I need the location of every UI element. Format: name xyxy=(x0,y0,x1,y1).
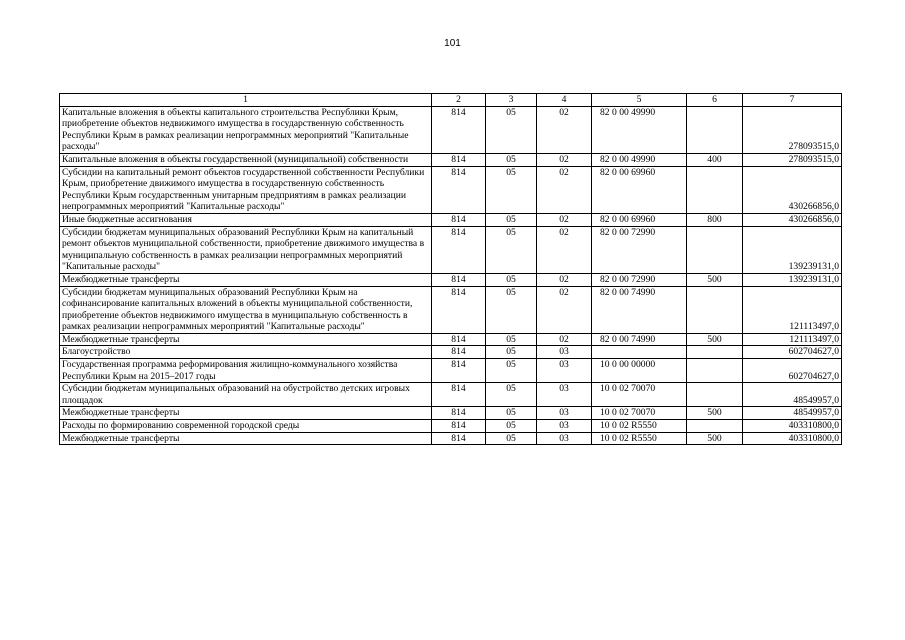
amount-cell: 430266856,0 xyxy=(743,166,842,213)
expense-type-cell xyxy=(687,106,743,153)
target-article-cell xyxy=(592,346,687,359)
item-name-cell: Межбюджетные трансферты xyxy=(60,333,432,346)
section-code-cell: 05 xyxy=(486,273,537,286)
section-code-cell: 05 xyxy=(486,359,537,383)
subsection-code-cell: 03 xyxy=(537,346,592,359)
amount-cell: 278093515,0 xyxy=(743,106,842,153)
item-name-cell: Благоустройство xyxy=(60,346,432,359)
expense-type-cell xyxy=(687,226,743,273)
table-row xyxy=(60,213,842,226)
expense-type-cell: 500 xyxy=(687,432,743,445)
subsection-code-cell: 03 xyxy=(537,359,592,383)
item-name-cell: Межбюджетные трансферты xyxy=(60,432,432,445)
header-cell-1: 1 xyxy=(60,94,432,107)
section-code-cell: 05 xyxy=(486,432,537,445)
amount-cell: 48549957,0 xyxy=(743,383,842,407)
section-code-cell: 05 xyxy=(486,286,537,333)
amount-cell: 278093515,0 xyxy=(743,153,842,166)
subsection-code-cell: 03 xyxy=(537,420,592,433)
grbs-code-cell: 814 xyxy=(432,226,486,273)
table-row xyxy=(60,346,842,359)
subsection-code-cell: 02 xyxy=(537,166,592,213)
expense-type-cell xyxy=(687,286,743,333)
grbs-code-cell: 814 xyxy=(432,106,486,153)
amount-cell: 121113497,0 xyxy=(743,333,842,346)
item-name-cell: Субсидии бюджетам муниципальных образований на обустройство детских игровых площадок xyxy=(60,383,432,407)
expense-type-cell xyxy=(687,383,743,407)
subsection-code-cell: 02 xyxy=(537,213,592,226)
expense-type-cell: 800 xyxy=(687,213,743,226)
grbs-code-cell: 814 xyxy=(432,407,486,420)
section-code-cell: 05 xyxy=(486,407,537,420)
table-row xyxy=(60,153,842,166)
table-row xyxy=(60,432,842,445)
target-article-cell: 10 0 02 R5550 xyxy=(592,432,687,445)
grbs-code-cell: 814 xyxy=(432,359,486,383)
grbs-code-cell: 814 xyxy=(432,432,486,445)
table-row xyxy=(60,383,842,407)
section-code-cell: 05 xyxy=(486,226,537,273)
header-cell-2: 2 xyxy=(432,94,486,107)
table-row xyxy=(60,226,842,273)
subsection-code-cell: 02 xyxy=(537,286,592,333)
expense-type-cell xyxy=(687,346,743,359)
target-article-cell: 82 0 00 69960 xyxy=(592,166,687,213)
target-article-cell: 82 0 00 72990 xyxy=(592,226,687,273)
expense-type-cell xyxy=(687,166,743,213)
subsection-code-cell: 03 xyxy=(537,383,592,407)
amount-cell: 139239131,0 xyxy=(743,226,842,273)
grbs-code-cell: 814 xyxy=(432,213,486,226)
item-name-cell: Расходы по формированию современной городской среды xyxy=(60,420,432,433)
target-article-cell: 82 0 00 69960 xyxy=(592,213,687,226)
header-cell-7: 7 xyxy=(743,94,842,107)
expense-type-cell xyxy=(687,420,743,433)
subsection-code-cell: 02 xyxy=(537,106,592,153)
subsection-code-cell: 02 xyxy=(537,273,592,286)
table-row xyxy=(60,286,842,333)
expense-type-cell: 500 xyxy=(687,273,743,286)
section-code-cell: 05 xyxy=(486,106,537,153)
amount-cell: 48549957,0 xyxy=(743,407,842,420)
item-name-cell: Капитальные вложения в объекты государственной (муниципальной) собственности xyxy=(60,153,432,166)
amount-cell: 121113497,0 xyxy=(743,286,842,333)
grbs-code-cell: 814 xyxy=(432,286,486,333)
subsection-code-cell: 02 xyxy=(537,226,592,273)
table-row xyxy=(60,407,842,420)
item-name-cell: Капитальные вложения в объекты капитального строительства Республики Крым, приобретение объектов недвижимого имущества в государственную собственность Республики Крым в рамках реализации непрограммных мероприятий "Капитальные расходы" xyxy=(60,106,432,153)
target-article-cell: 10 0 00 00000 xyxy=(592,359,687,383)
amount-cell: 403310800,0 xyxy=(743,432,842,445)
amount-cell: 139239131,0 xyxy=(743,273,842,286)
expense-type-cell: 400 xyxy=(687,153,743,166)
section-code-cell: 05 xyxy=(486,420,537,433)
target-article-cell: 82 0 00 74990 xyxy=(592,333,687,346)
grbs-code-cell: 814 xyxy=(432,166,486,213)
grbs-code-cell: 814 xyxy=(432,153,486,166)
table-row xyxy=(60,106,842,153)
header-cell-6: 6 xyxy=(687,94,743,107)
item-name-cell: Межбюджетные трансферты xyxy=(60,273,432,286)
table-row xyxy=(60,273,842,286)
subsection-code-cell: 03 xyxy=(537,432,592,445)
item-name-cell: Межбюджетные трансферты xyxy=(60,407,432,420)
header-cell-5: 5 xyxy=(592,94,687,107)
item-name-cell: Субсидии бюджетам муниципальных образований Республики Крым на софинансирование капитальных вложений в объекты муниципальной собственности, приобретение объектов недвижимого имущества в муниципальную собственность в рамках реализации непрограммных мероприятий "Капитальные расходы" xyxy=(60,286,432,333)
amount-cell: 602704627,0 xyxy=(743,359,842,383)
table-row xyxy=(60,333,842,346)
target-article-cell: 10 0 02 R5550 xyxy=(592,420,687,433)
page-number: 101 xyxy=(444,38,461,49)
budget-table-body xyxy=(60,94,842,445)
target-article-cell: 82 0 00 49990 xyxy=(592,153,687,166)
grbs-code-cell: 814 xyxy=(432,273,486,286)
section-code-cell: 05 xyxy=(486,166,537,213)
header-cell-3: 3 xyxy=(486,94,537,107)
target-article-cell: 10 0 02 70070 xyxy=(592,407,687,420)
section-code-cell: 05 xyxy=(486,383,537,407)
amount-cell: 602704627,0 xyxy=(743,346,842,359)
subsection-code-cell: 02 xyxy=(537,153,592,166)
expense-type-cell: 500 xyxy=(687,333,743,346)
subsection-code-cell: 02 xyxy=(537,333,592,346)
section-code-cell: 05 xyxy=(486,346,537,359)
item-name-cell: Субсидии бюджетам муниципальных образований Республики Крым на капитальный ремонт объектов муниципальной собственности, приобретение движимого имущества в муниципальную собственность в рамках реализации непрограммных мероприятий "Капитальные расходы" xyxy=(60,226,432,273)
table-row xyxy=(60,420,842,433)
header-cell-4: 4 xyxy=(537,94,592,107)
item-name-cell: Субсидии на капитальный ремонт объектов государственной собственности Республики Крым, приобретение движимого имущества в государственную собственность Республики Крым государственным унитарным предприятиям в рамках реализации непрограммных мероприятий "Капитальные расходы" xyxy=(60,166,432,213)
item-name-cell: Государственная программа реформирования жилищно-коммунального хозяйства Республики Крым на 2015–2017 годы xyxy=(60,359,432,383)
table-row xyxy=(60,166,842,213)
target-article-cell: 82 0 00 74990 xyxy=(592,286,687,333)
section-code-cell: 05 xyxy=(486,213,537,226)
section-code-cell: 05 xyxy=(486,153,537,166)
grbs-code-cell: 814 xyxy=(432,383,486,407)
header-row xyxy=(60,94,842,107)
amount-cell: 403310800,0 xyxy=(743,420,842,433)
table-row xyxy=(60,359,842,383)
grbs-code-cell: 814 xyxy=(432,333,486,346)
budget-table xyxy=(59,93,842,445)
target-article-cell: 82 0 00 49990 xyxy=(592,106,687,153)
grbs-code-cell: 814 xyxy=(432,346,486,359)
expense-type-cell xyxy=(687,359,743,383)
item-name-cell: Иные бюджетные ассигнования xyxy=(60,213,432,226)
section-code-cell: 05 xyxy=(486,333,537,346)
subsection-code-cell: 03 xyxy=(537,407,592,420)
expense-type-cell: 500 xyxy=(687,407,743,420)
amount-cell: 430266856,0 xyxy=(743,213,842,226)
grbs-code-cell: 814 xyxy=(432,420,486,433)
target-article-cell: 10 0 02 70070 xyxy=(592,383,687,407)
target-article-cell: 82 0 00 72990 xyxy=(592,273,687,286)
